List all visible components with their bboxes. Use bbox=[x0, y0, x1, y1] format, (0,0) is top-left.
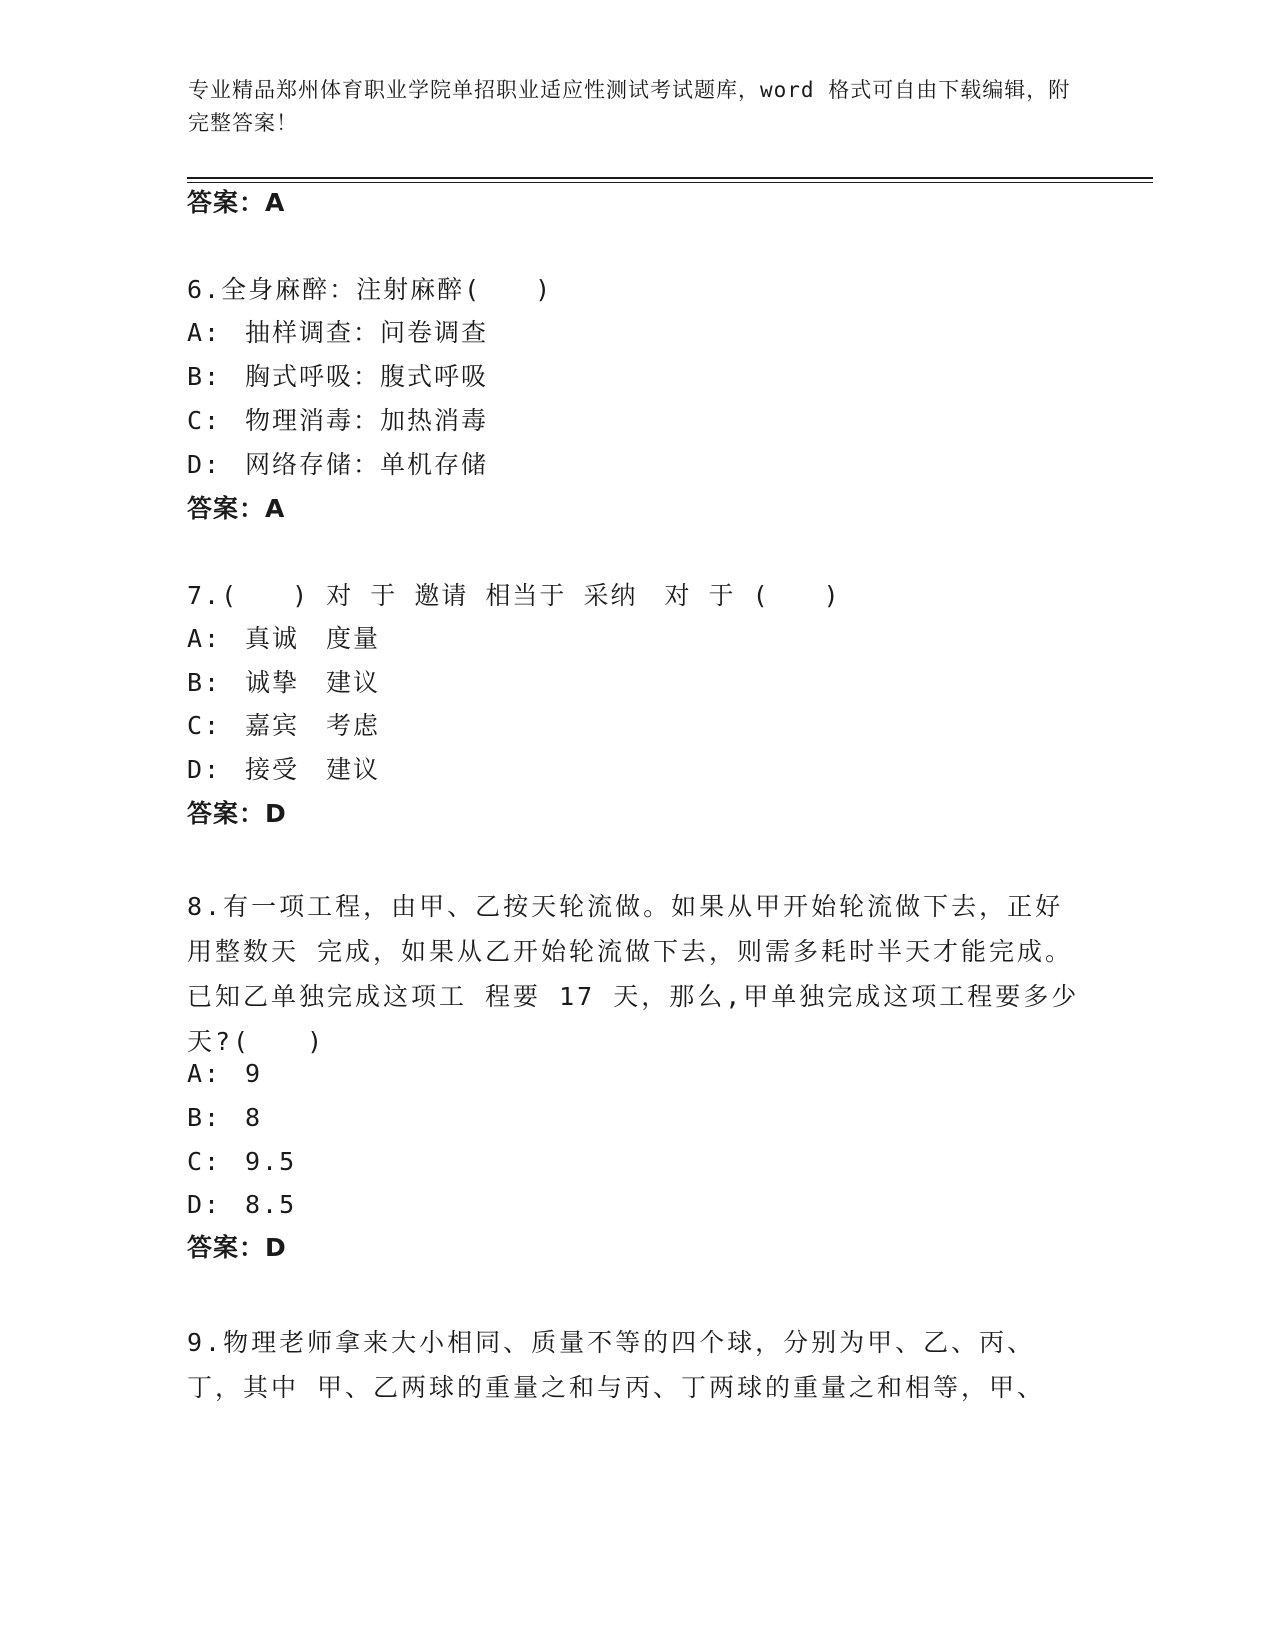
document-header: 专业精品郑州体育职业学院单招职业适应性测试考试题库，word 格式可自由下载编辑，附完整答案！ bbox=[188, 78, 1071, 135]
option-text: 抽样调查：问卷调查 bbox=[245, 318, 489, 347]
header-divider bbox=[187, 177, 1153, 179]
question-6-stem: 6.全身麻醉：注射麻醉( ) bbox=[187, 275, 553, 304]
question-6-option-d bbox=[187, 450, 488, 480]
option-text: 8 bbox=[245, 1103, 263, 1132]
option-key: A: bbox=[187, 624, 222, 653]
question-8-option-a bbox=[187, 1059, 262, 1089]
question-8-option-d bbox=[187, 1190, 296, 1220]
option-key: A: bbox=[187, 318, 222, 347]
option-key: C: bbox=[187, 406, 222, 435]
question-6-option-a bbox=[187, 318, 488, 348]
question-7-option-d bbox=[187, 755, 380, 785]
option-key: D: bbox=[187, 755, 222, 784]
option-key: D: bbox=[187, 450, 222, 479]
option-key: A: bbox=[187, 1059, 222, 1088]
option-text: 真诚 度量 bbox=[245, 624, 381, 653]
question-8-stem: 8.有一项工程，由甲、乙按天轮流做。如果从甲开始轮流做下去，正好用整数天 完成，如果从乙开始轮流做下去，则需多耗时半天才能完成。已知乙单独完成这项工 程要 17 天，那么,甲单独完成这项工程要多少天?( ) bbox=[187, 892, 1080, 1056]
question-9-stem: 9.物理老师拿来大小相同、质量不等的四个球，分别为甲、乙、丙、丁，其中 甲、乙两球的重量之和与丙、丁两球的重量之和相等，甲、 bbox=[187, 1328, 1046, 1402]
option-key: D: bbox=[187, 1190, 222, 1219]
option-text: 8.5 bbox=[245, 1190, 297, 1219]
option-key: B: bbox=[187, 1103, 222, 1132]
option-key: C: bbox=[187, 711, 222, 740]
option-text: 9.5 bbox=[245, 1147, 297, 1176]
question-7-option-a bbox=[187, 624, 380, 654]
question-7-option-b bbox=[187, 668, 380, 698]
option-text: 9 bbox=[245, 1059, 263, 1088]
option-text: 接受 建议 bbox=[245, 755, 381, 784]
question-8-option-b bbox=[187, 1103, 262, 1133]
option-text: 胸式呼吸：腹式呼吸 bbox=[245, 362, 489, 391]
previous-answer: 答案：A bbox=[187, 188, 286, 217]
question-7-stem: 7.( ) 对 于 邀请 相当于 采纳 对 于 ( ) bbox=[187, 581, 841, 610]
question-8-answer: 答案：D bbox=[187, 1233, 287, 1262]
question-7-option-c bbox=[187, 711, 380, 741]
question-7-answer: 答案：D bbox=[187, 799, 287, 828]
option-text: 嘉宾 考虑 bbox=[245, 711, 381, 740]
question-8-option-c bbox=[187, 1147, 296, 1177]
option-text: 物理消毒：加热消毒 bbox=[245, 406, 489, 435]
question-6-option-c bbox=[187, 406, 488, 436]
option-key: B: bbox=[187, 668, 222, 697]
option-text: 网络存储：单机存储 bbox=[245, 450, 489, 479]
question-6-answer: 答案：A bbox=[187, 494, 286, 523]
option-key: C: bbox=[187, 1147, 222, 1176]
option-text: 诚挚 建议 bbox=[245, 668, 381, 697]
question-6-option-b bbox=[187, 362, 488, 392]
header-divider-thin bbox=[187, 182, 1153, 183]
option-key: B: bbox=[187, 362, 222, 391]
